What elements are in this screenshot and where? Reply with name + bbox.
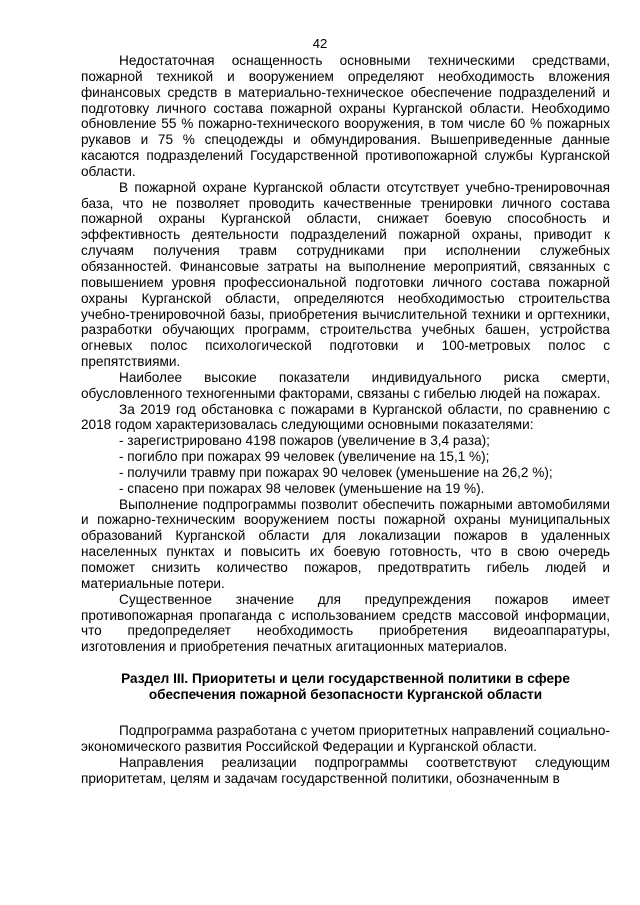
paragraph-propaganda: Существенное значение для предупреждения пожаров имеет противопожарная пропаганда с использованием средств массовой информации, что предопределяет необходимость приобретения видеоаппаратуры, изготовления и приобретения печатных агитационных материалов. [81,591,610,655]
paragraph-equipment: Недостаточная оснащенность основными техническими средствами, пожарной техникой и вооружением определяют необходимость вложения финансовых средств в материально-техническое обеспечение подразделений и подготовку личного состава пожарной охраны Курганской области. Необходимо обновление 55 % пожарно-технического вооружения, в том числе 60 % пожарных рукавов и 75 % спецодежды и обмундирования. Вышеприведенные данные касаются подразделений Государственной противопожарной службы Курганской области. [81,53,610,179]
paragraph-risk: Наиболее высокие показатели индивидуального риска смерти, обусловленного техногенными факторами, связаны с гибелью людей на пожарах. [81,369,610,401]
list-item: - получили травму при пожарах 90 человек (уменьшение на 26,2 %); [119,464,553,480]
paragraph-subprogram-effect: Выполнение подпрограммы позволит обеспечить пожарными автомобилями и пожарно-техническим вооружением посты пожарной охраны муниципальных образований Курганской области для локализации пожаров в удаленных населенных пунктах и повысить их боевую готовность, что в свою очередь поможет снизить количество пожаров, предотвратить гибель людей и материальные потери. [81,496,610,591]
list-item: - спасено при пожарах 98 человек (уменьшение на 19 %). [119,480,485,496]
paragraph-priorities: Подпрограмма разработана с учетом приоритетных направлений социально-экономического развития Российской Федерации и Курганской области. [81,723,610,754]
list-item: - зарегистрировано 4198 пожаров (увеличение в 3,4 раза); [119,433,490,449]
section-heading [81,671,610,703]
document-body [81,53,610,786]
page-number: 42 [312,36,328,51]
section-heading-line-2: обеспечения пожарной безопасности Курганской области [148,687,543,703]
paragraph-directions: Направления реализации подпрограммы соответствуют следующим приоритетам, целям и задачам государственной политики, обозначенным в [81,754,610,786]
list-item: - погибло при пожарах 99 человек (увеличение на 15,1 %); [119,449,490,465]
section-heading-line-1: Раздел III. Приоритеты и цели государственной политики в сфере [121,671,570,687]
paragraph-training-base: В пожарной охране Курганской области отсутствует учебно-тренировочная база, что не позволяет проводить качественные тренировки личного состава пожарной охраны Курганской области, снижает боевую способность и эффективность деятельности подразделений пожарной охраны, приводит к случаям получения травм сотрудниками при исполнении служебных обязанностей. Финансовые затраты на выполнение мероприятий, связанных с повышением уровня профессиональной подготовки личного состава пожарной охраны Курганской области, определяются необходимостью строительства учебно-тренировочной базы, приобретения вычислительной техники и оргтехники, разработки обучающих программ, строительства учебных башен, устройства огневых полос психологической подготовки и 100-метровых полос с препятствиями. [81,179,610,370]
paragraph-2019-stats: За 2019 год обстановка с пожарами в Курганской области, по сравнению с 2018 годом характеризовалась следующими основными показателями: [81,401,610,433]
